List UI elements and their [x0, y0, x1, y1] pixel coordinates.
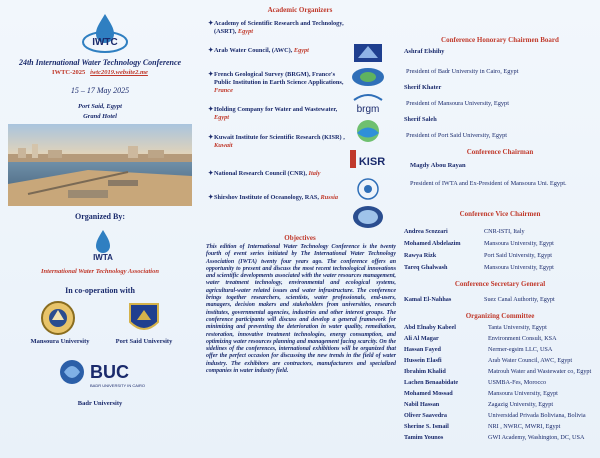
bullet-icon: ✦ [208, 134, 214, 141]
list-item: ✦ Kuwait Institute for Scientific Research (KISR) , Kuwait [208, 134, 345, 149]
iwta-logo [86, 228, 120, 262]
objectives-heading: Objectives [284, 234, 316, 242]
iwta-logo-text: IWTA [93, 253, 113, 262]
conference-location [0, 102, 200, 122]
objectives-text: This edition of International Water Technology Conference is the twenty fourth of event series initiated by The International Water Technology Association (IWTA) twenty four years ago. The conference offers an opportunity to present and discuss the most recent technological innovations and scientific developments associated with the water resources management, water treatment technology, environmental and ecological systems, agricultural-water related issues and water infrastructure. The conference brings together researchers, scientists, water professionals, end-users, managers, decision makers and stakeholders from universities, research institutes, governmental agencies, industries and other interest groups. The conference participants will discuss and develop a general framework for minimizing and preventing the deterioration in water quality, remediation, restoration, innovative treatment technologies, energy consumption, and optimizing water resources planning and management facing scarcity. On the sidelines of the conferences, international exhibitions will be organized that offer the perfect occasion for discussing the new trends in the field of water industry. The exhibitors are contractors, manufacturers and specialized companies in water industry field. [206, 244, 396, 375]
list-item: ✦ Arab Water Council, (AWC), Egypt [208, 47, 309, 54]
conference-title: 24th International Water Technology Conference [18, 58, 182, 67]
iwtc-logo-text: IWTC [92, 37, 118, 48]
vice-chairmen-heading: Conference Vice Chairmen [459, 210, 541, 218]
middle-panel [200, 0, 400, 458]
iwta-name: International Water Technology Association [41, 268, 159, 275]
list-item: ✦ French Geological Survey (BRGM), France's Public Institution in Earth Science Applications, France [208, 71, 344, 94]
honorary-role: President of Badr University in Cairo, Egypt [406, 68, 519, 75]
bullet-icon: ✦ [208, 20, 214, 27]
kisr-logo [348, 146, 388, 172]
honorary-name: Sherif Khater [404, 84, 442, 91]
mansoura-university-label: Mansoura University [30, 338, 90, 345]
buc-logo [58, 354, 148, 394]
academic-organizers-heading: Academic Organizers [267, 6, 333, 14]
honorary-name: Ashraf Elshihy [404, 48, 445, 55]
conference-dates: 15 – 17 May 2025 [70, 86, 130, 95]
conference-code: IWTC-2025 [52, 69, 86, 76]
conference-city: Port Said, Egypt [78, 103, 122, 110]
conference-subtitle [0, 69, 200, 76]
list-item: ✦ Holding Company for Water and Wastewater, Egypt [208, 106, 338, 121]
list-item: ✦ National Research Council (CNR), Italy [208, 170, 321, 177]
svg-text:brgm: brgm [356, 104, 380, 115]
mansoura-university-logo [40, 300, 76, 336]
port-said-university-logo [128, 302, 160, 336]
svg-text:KISR: KISR [358, 156, 386, 168]
bullet-icon: ✦ [208, 194, 214, 201]
brgm-logo [348, 90, 388, 116]
buc-logo-text: BUC [90, 362, 129, 382]
conference-url[interactable]: iwtc2019.website2.me [90, 69, 148, 76]
port-said-photo [8, 124, 192, 206]
hcww-logo [348, 118, 388, 144]
organized-by-heading: Organized By: [75, 212, 125, 221]
chairman-name: Magdy Abou Rayan [410, 162, 466, 169]
organizing-committee-heading: Organizing Committee [465, 312, 535, 320]
bullet-icon: ✦ [208, 71, 214, 78]
asrt-logo [348, 40, 388, 66]
buc-logo-subtext: BADR UNIVERSITY IN CAIRO [90, 383, 146, 388]
awc-logo [348, 64, 388, 90]
left-panel [0, 0, 200, 458]
bullet-icon: ✦ [208, 170, 214, 177]
port-said-university-label: Port Said University [115, 338, 173, 345]
honorary-role: President of Port Said University, Egypt [406, 132, 508, 139]
list-item: ✦ Shirshov Institute of Oceanology, RAS, Russia [208, 194, 339, 201]
honorary-role: President of Mansoura University, Egypt [406, 100, 509, 107]
cooperation-heading: In co-operation with [65, 286, 135, 295]
badr-university-label: Badr University [77, 400, 123, 407]
shirshov-logo [348, 204, 388, 230]
bullet-icon: ✦ [208, 106, 214, 113]
right-panel: Conference Honorary Chairmen Board Ashraf Elshihy President of Badr University in Cairo, Egypt Sherif Khater President of Mansoura University, Egypt Sherif Saleh President of Port Said University, Egypt Conference Chairman Magdy Abou Rayan President of IWTA and Ex-President of Mansoura Uni. Egypt. Conference Vice Chairmen Andrea Scozzari CNR-ISTI, Italy Mohamed Abdelazim Mansoura University, Egypt Rawya Rizk Port Said University, Egypt Tareq Ghalwash Mansoura University, Egypt Conference Secretary General Kamal El-Nahhas Suez Canal Authority, Egypt Organizing Committee Abd Elnaby Kabeel Tanta University, Egypt Ali Al Magar Environment Consult, KSA Hassan Fayed Nermer-egsim LLC, USA Hussein Elasfi Arab Water Council, AWC, Egypt Ibrahim Khalid Matrouh Water and Wastewater co, Egypt Lachen Benaabidate USMBA-Fes, Morocco Mohamed Mossad Mansoura University, Egypt Nabil Hassan Zagazig University, Egypt Oliver Saavedra Universidad Privada Boliviana, Bolivia Sherine S. Ismail NRI , NWRC, MWRI, Egypt Tamim Younos GWI Academy, Washington, DC, USA [400, 0, 600, 458]
honorary-board-heading: Conference Honorary Chairmen Board [441, 36, 559, 44]
conference-venue: Grand Hotel [83, 113, 117, 120]
bullet-icon: ✦ [208, 47, 214, 54]
academic-organizers-list [208, 20, 348, 218]
iwtc-logo [82, 12, 128, 54]
chairman-heading: Conference Chairman [466, 148, 534, 156]
honorary-name: Sherif Saleh [404, 116, 437, 123]
chairman-role: President of IWTA and Ex-President of Mansoura Uni. Egypt. [410, 180, 567, 187]
secretary-heading: Conference Secretary General [454, 280, 546, 288]
cnr-logo [348, 176, 388, 202]
list-item: ✦ Academy of Scientific Research and Technology, (ASRT), Egypt [208, 20, 344, 35]
